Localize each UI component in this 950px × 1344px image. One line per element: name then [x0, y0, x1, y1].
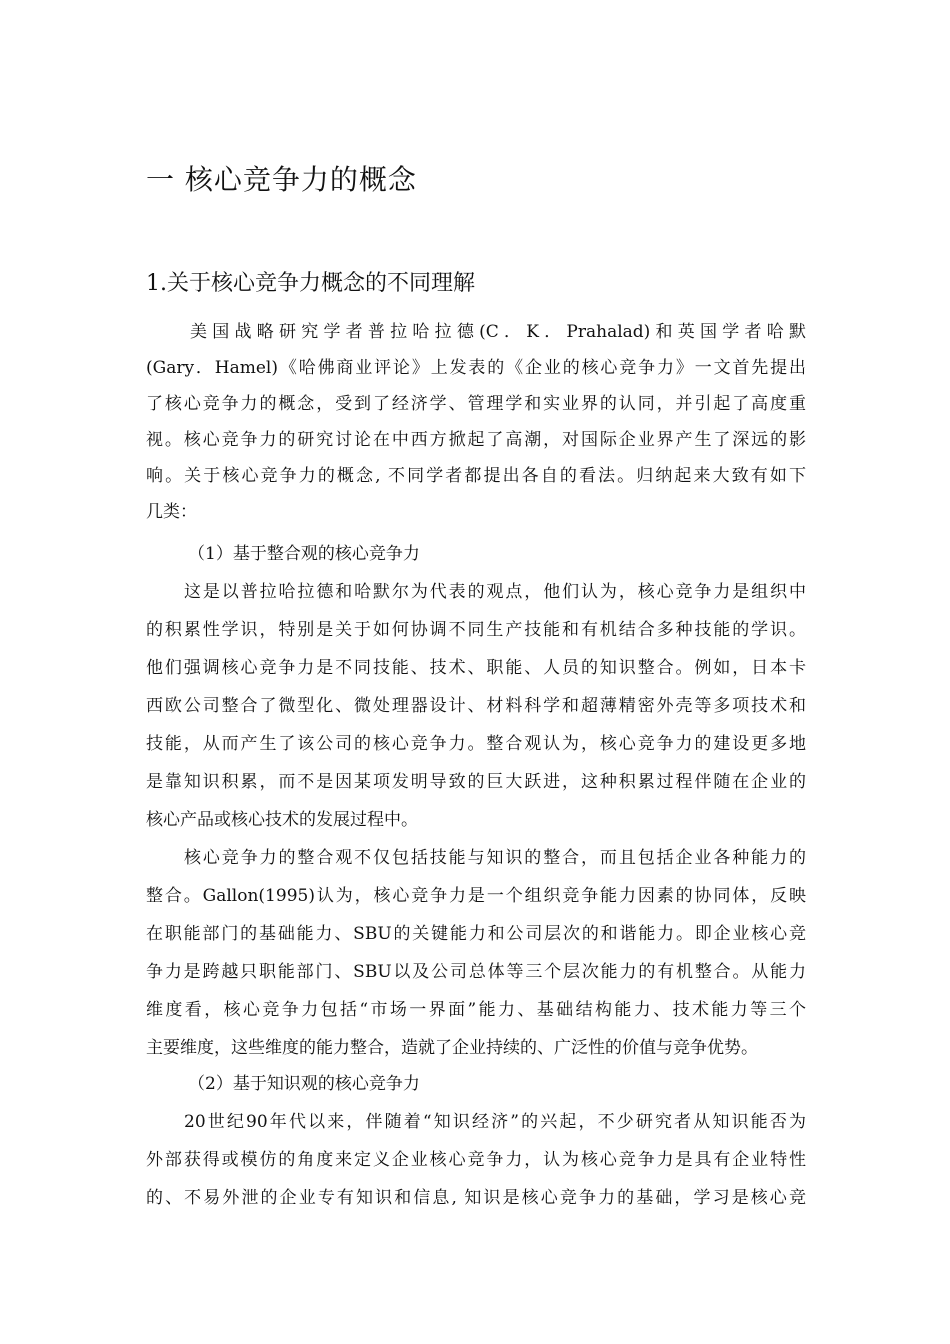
list-heading: （1）基于整合观的核心竞争力 [188, 544, 420, 564]
paragraph-line: 响。关于核心竞争力的概念, 不同学者都提出各自的看法。归纳起来大致有如下 [146, 466, 806, 486]
paragraph-line: 了核心竞争力的概念，受到了经济学、管理学和实业界的认同，并引起了高度重 [146, 394, 806, 414]
subsection-title: 1.关于核心竞争力概念的不同理解 [146, 271, 475, 296]
paragraph-line: 西欧公司整合了微型化、微处理器设计、材料科学和超薄精密外壳等多项技术和 [146, 696, 806, 716]
paragraph-line: 视。核心竞争力的研究讨论在中西方掀起了高潮，对国际企业界产生了深远的影 [146, 430, 806, 450]
paragraph-line: 核心产品或核心技术的发展过程中。 [146, 810, 418, 830]
paragraph-line: 在职能部门的基础能力、SBU的关键能力和公司层次的和谐能力。即企业核心竞 [146, 924, 806, 944]
paragraph-line: 他们强调核心竞争力是不同技能、技术、职能、人员的知识整合。例如，日本卡 [146, 658, 806, 678]
paragraph-line: 美国战略研究学者普拉哈拉德(C．K．Prahalad)和英国学者哈默 [190, 322, 806, 342]
paragraph-line: 整合。Gallon(1995)认为，核心竞争力是一个组织竞争能力因素的协同体，反映 [146, 886, 806, 906]
paragraph-line: 维度看，核心竞争力包括“市场一界面”能力、基础结构能力、技术能力等三个 [146, 1000, 806, 1020]
paragraph-line: 20世纪90年代以来，伴随着“知识经济”的兴起，不少研究者从知识能否为 [184, 1112, 806, 1132]
paragraph-line: 外部获得或模仿的角度来定义企业核心竞争力，认为核心竞争力是具有企业特性 [146, 1150, 806, 1170]
paragraph-line: 的积累性学识，特别是关于如何协调不同生产技能和有机结合多种技能的学识。 [146, 620, 806, 640]
paragraph-line: 是靠知识积累，而不是因某项发明导致的巨大跃进，这种积累过程伴随在企业的 [146, 772, 806, 792]
section-title: 一 核心竞争力的概念 [146, 163, 417, 196]
paragraph-line: 主要维度，这些维度的能力整合，造就了企业持续的、广泛性的价值与竞争优势。 [146, 1038, 758, 1058]
paragraph-line: (Gary．Hamel)《哈佛商业评论》上发表的《企业的核心竞争力》一文首先提出 [146, 358, 806, 378]
paragraph-line: 争力是跨越只职能部门、SBU以及公司总体等三个层次能力的有机整合。从能力 [146, 962, 806, 982]
paragraph-line: 核心竞争力的整合观不仅包括技能与知识的整合，而且包括企业各种能力的 [184, 848, 806, 868]
paragraph-line: 几类： [146, 502, 197, 522]
paragraph-line: 技能，从而产生了该公司的核心竞争力。整合观认为，核心竞争力的建设更多地 [146, 734, 806, 754]
list-heading: （2）基于知识观的核心竞争力 [188, 1074, 420, 1094]
paragraph-line: 的、不易外泄的企业专有知识和信息, 知识是核心竞争力的基础，学习是核心竞 [146, 1188, 806, 1208]
paragraph-line: 这是以普拉哈拉德和哈默尔为代表的观点，他们认为，核心竞争力是组织中 [184, 582, 806, 602]
